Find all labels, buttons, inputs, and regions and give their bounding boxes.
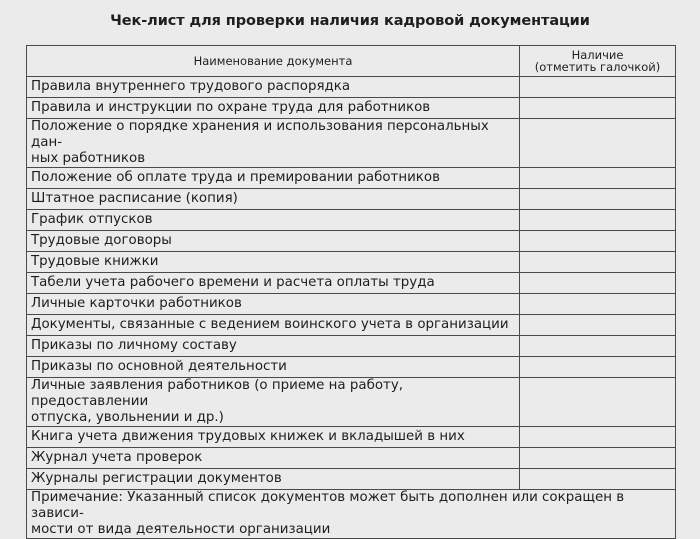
- document-name-cell: Приказы по личному составу: [27, 336, 520, 357]
- checklist-table: [26, 45, 676, 539]
- page-title: Чек-лист для проверки наличия кадровой документации: [110, 13, 590, 29]
- table-row: [27, 294, 676, 315]
- document-name-cell: Правила и инструкции по охране труда для работников: [27, 98, 520, 119]
- document-name-cell: График отпусков: [27, 210, 520, 231]
- table-row: [27, 273, 676, 294]
- table-row: [27, 77, 676, 98]
- availability-checkbox-cell[interactable]: [520, 168, 676, 189]
- document-name-cell: [27, 378, 520, 427]
- availability-checkbox-cell[interactable]: [520, 378, 676, 427]
- table-row: [27, 98, 676, 119]
- column-header-document: [27, 46, 520, 77]
- availability-checkbox-cell[interactable]: [520, 336, 676, 357]
- availability-checkbox-cell[interactable]: [520, 357, 676, 378]
- table-header-row: [27, 46, 676, 77]
- availability-checkbox-cell[interactable]: [520, 315, 676, 336]
- table-row: [27, 210, 676, 231]
- note-line1: Примечание: Указанный список документов может быть дополнен или сокращен в зависи-: [31, 490, 625, 521]
- document-name-cell: Личные карточки работников: [27, 294, 520, 315]
- document-name-line: Личные заявления работников (о приеме на работу, предоставлении: [31, 378, 404, 409]
- document-name-cell: Книга учета движения трудовых книжек и вкладышей в них: [27, 427, 520, 448]
- document-name-cell: Трудовые договоры: [27, 231, 520, 252]
- note-row: [27, 490, 676, 539]
- document-name-cell: Приказы по основной деятельности: [27, 357, 520, 378]
- document-name-cell: [27, 119, 520, 168]
- table-row: [27, 448, 676, 469]
- document-name-cell: Штатное расписание (копия): [27, 189, 520, 210]
- table-row: [27, 378, 676, 427]
- column-header-check-line2: (отметить галочкой): [534, 60, 661, 74]
- document-name-cell: Трудовые книжки: [27, 252, 520, 273]
- table-row: [27, 168, 676, 189]
- table-row: [27, 315, 676, 336]
- document-name-line: Положение о порядке хранения и использования персональных дан-: [31, 119, 489, 150]
- document-name-cell: Документы, связанные с ведением воинского учета в организации: [27, 315, 520, 336]
- document-name-cell: Табели учета рабочего времени и расчета оплаты труда: [27, 273, 520, 294]
- document-name-cell: Журнал учета проверок: [27, 448, 520, 469]
- availability-checkbox-cell[interactable]: [520, 77, 676, 98]
- document-name-cell: Журналы регистрации документов: [27, 469, 520, 490]
- availability-checkbox-cell[interactable]: [520, 119, 676, 168]
- table-row: [27, 336, 676, 357]
- availability-checkbox-cell[interactable]: [520, 427, 676, 448]
- document-name-cell: Правила внутреннего трудового распорядка: [27, 77, 520, 98]
- availability-checkbox-cell[interactable]: [520, 294, 676, 315]
- table-row: [27, 252, 676, 273]
- note-line2: мости от вида деятельности организации: [31, 522, 331, 537]
- availability-checkbox-cell[interactable]: [520, 252, 676, 273]
- availability-checkbox-cell[interactable]: [520, 98, 676, 119]
- table-row: [27, 119, 676, 168]
- document-name-cell: Положение об оплате труда и премировании работников: [27, 168, 520, 189]
- document-name-line: ных работников: [31, 151, 146, 166]
- availability-checkbox-cell[interactable]: [520, 189, 676, 210]
- availability-checkbox-cell[interactable]: [520, 448, 676, 469]
- table-row: [27, 357, 676, 378]
- document-name-line: отпуска, увольнении и др.): [31, 410, 224, 425]
- availability-checkbox-cell[interactable]: [520, 469, 676, 490]
- column-header-document-label: Наименование документа: [193, 54, 353, 68]
- table-row: [27, 469, 676, 490]
- availability-checkbox-cell[interactable]: [520, 273, 676, 294]
- table-row: [27, 427, 676, 448]
- column-header-check-line1: Наличие: [571, 48, 624, 62]
- column-header-check: [520, 46, 676, 77]
- availability-checkbox-cell[interactable]: [520, 210, 676, 231]
- table-row: [27, 231, 676, 252]
- note-cell: [27, 490, 676, 539]
- table-row: [27, 189, 676, 210]
- availability-checkbox-cell[interactable]: [520, 231, 676, 252]
